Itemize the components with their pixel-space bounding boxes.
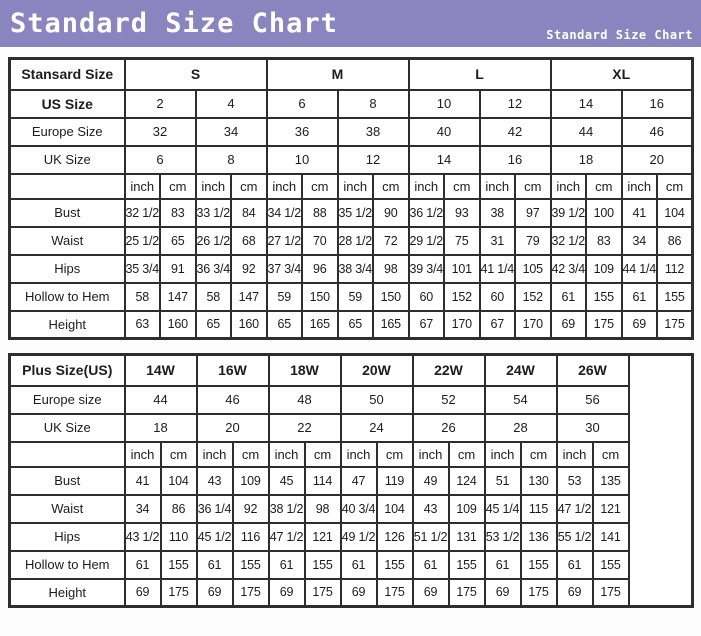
measure-value-cell: 69 [413,579,449,607]
measure-value-cell: 45 [269,467,305,495]
size-group-header: M [267,59,409,90]
measure-value-cell: 36 1/2 [409,199,445,227]
table-row [10,442,693,467]
measure-value-cell: 150 [302,283,338,311]
measure-value-cell: 59 [338,283,374,311]
size-value-cell: 32 [125,118,196,146]
measure-value-cell: 175 [161,579,197,607]
measure-value-cell: 63 [125,311,161,339]
unit-cm-cell: cm [373,174,409,199]
measure-value-cell: 160 [160,311,196,339]
plus-tbody [10,355,693,607]
unit-cm-cell: cm [233,442,269,467]
unit-inch-cell: inch [413,442,449,467]
measure-value-cell: 69 [551,311,587,339]
table-row [10,118,693,146]
measure-value-cell: 61 [125,551,161,579]
measure-value-cell: 43 1/2 [125,523,161,551]
measure-value-cell: 104 [377,495,413,523]
measure-value-cell: 61 [557,551,593,579]
measure-value-cell: 45 1/4 [485,495,521,523]
measure-value-cell: 47 1/2 [269,523,305,551]
unit-cm-cell: cm [231,174,267,199]
unit-inch-cell: inch [551,174,587,199]
measure-value-cell: 88 [302,199,338,227]
measure-value-cell: 58 [196,283,232,311]
measure-value-cell: 101 [444,255,480,283]
size-group-header: 16W [197,355,269,386]
measure-value-cell: 114 [305,467,341,495]
measure-value-cell: 98 [305,495,341,523]
measure-value-cell: 58 [125,283,161,311]
table-row [10,414,693,442]
unit-row-corner [10,174,125,199]
size-value-cell: 28 [485,414,557,442]
unit-cm-cell: cm [302,174,338,199]
measure-value-cell: 104 [161,467,197,495]
measure-value-cell: 49 1/2 [341,523,377,551]
size-value-cell: 20 [197,414,269,442]
size-value-cell: 38 [338,118,409,146]
measure-value-cell: 53 1/2 [485,523,521,551]
row-label: UK Size [10,414,125,442]
size-group-header: 24W [485,355,557,386]
unit-inch-cell: inch [338,174,374,199]
measure-value-cell: 49 [413,467,449,495]
measure-value-cell: 147 [231,283,267,311]
size-value-cell: 14 [551,90,622,118]
measure-value-cell: 105 [515,255,551,283]
plus-size-table [8,353,694,608]
measure-value-cell: 141 [593,523,629,551]
measure-value-cell: 69 [125,579,161,607]
measure-value-cell: 39 1/2 [551,199,587,227]
measure-value-cell: 69 [557,579,593,607]
measure-value-cell: 35 1/2 [338,199,374,227]
measure-value-cell: 121 [305,523,341,551]
measure-value-cell: 155 [377,551,413,579]
measure-value-cell: 79 [515,227,551,255]
measure-value-cell: 175 [449,579,485,607]
unit-cm-cell: cm [444,174,480,199]
size-value-cell: 46 [622,118,693,146]
measure-value-cell: 155 [593,551,629,579]
size-group-header: L [409,59,551,90]
row-label: Height [10,311,125,339]
measure-value-cell: 83 [586,227,622,255]
unit-inch-cell: inch [267,174,303,199]
corner-label: Stansard Size [10,59,125,90]
table-row [10,283,693,311]
measure-value-cell: 37 3/4 [267,255,303,283]
measure-value-cell: 27 1/2 [267,227,303,255]
page-subtitle: Standard Size Chart [546,28,693,42]
measure-value-cell: 155 [657,283,693,311]
measure-value-cell: 112 [657,255,693,283]
standard-size-table [8,57,694,340]
measure-value-cell: 136 [521,523,557,551]
measure-value-cell: 155 [161,551,197,579]
measure-value-cell: 43 [413,495,449,523]
measure-value-cell: 61 [413,551,449,579]
measure-value-cell: 98 [373,255,409,283]
empty-trailing-cell [629,355,693,607]
table-row [10,467,693,495]
measure-value-cell: 175 [657,311,693,339]
table-row [10,311,693,339]
measure-value-cell: 33 1/2 [196,199,232,227]
measure-value-cell: 51 1/2 [413,523,449,551]
size-value-cell: 16 [622,90,693,118]
measure-value-cell: 124 [449,467,485,495]
measure-value-cell: 61 [551,283,587,311]
row-label: Europe size [10,386,125,414]
measure-value-cell: 109 [449,495,485,523]
measure-value-cell: 67 [409,311,445,339]
measure-value-cell: 150 [373,283,409,311]
row-label: Europe Size [10,118,125,146]
measure-value-cell: 121 [593,495,629,523]
measure-value-cell: 75 [444,227,480,255]
measure-value-cell: 91 [160,255,196,283]
measure-value-cell: 36 1/4 [197,495,233,523]
table-row [10,174,693,199]
measure-value-cell: 155 [449,551,485,579]
measure-value-cell: 61 [197,551,233,579]
measure-value-cell: 69 [197,579,233,607]
measure-value-cell: 155 [233,551,269,579]
row-label: UK Size [10,146,125,174]
measure-value-cell: 152 [444,283,480,311]
measure-value-cell: 175 [593,579,629,607]
measure-value-cell: 115 [521,495,557,523]
measure-value-cell: 55 1/2 [557,523,593,551]
measure-value-cell: 61 [341,551,377,579]
size-value-cell: 10 [409,90,480,118]
measure-value-cell: 60 [480,283,516,311]
measure-value-cell: 165 [373,311,409,339]
measure-value-cell: 170 [444,311,480,339]
unit-row-corner [10,442,125,467]
measure-value-cell: 109 [586,255,622,283]
size-value-cell: 52 [413,386,485,414]
size-value-cell: 6 [267,90,338,118]
measure-value-cell: 175 [521,579,557,607]
header-bar [0,0,701,47]
measure-value-cell: 38 [480,199,516,227]
row-label: Bust [10,467,125,495]
unit-cm-cell: cm [515,174,551,199]
measure-value-cell: 39 3/4 [409,255,445,283]
unit-inch-cell: inch [125,174,161,199]
unit-inch-cell: inch [557,442,593,467]
measure-value-cell: 131 [449,523,485,551]
unit-inch-cell: inch [409,174,445,199]
size-group-header: 18W [269,355,341,386]
size-value-cell: 34 [196,118,267,146]
size-value-cell: 8 [338,90,409,118]
page-title: Standard Size Chart [10,8,338,39]
measure-value-cell: 44 1/4 [622,255,658,283]
measure-value-cell: 83 [160,199,196,227]
measure-value-cell: 34 [125,495,161,523]
measure-value-cell: 45 1/2 [197,523,233,551]
measure-value-cell: 86 [657,227,693,255]
unit-cm-cell: cm [586,174,622,199]
size-value-cell: 18 [551,146,622,174]
size-value-cell: 22 [269,414,341,442]
measure-value-cell: 34 1/2 [267,199,303,227]
measure-value-cell: 67 [480,311,516,339]
measure-value-cell: 90 [373,199,409,227]
measure-value-cell: 135 [593,467,629,495]
size-value-cell: 56 [557,386,629,414]
unit-inch-cell: inch [485,442,521,467]
size-value-cell: 44 [551,118,622,146]
measure-value-cell: 155 [586,283,622,311]
row-label: Waist [10,227,125,255]
table-row [10,551,693,579]
measure-value-cell: 41 1/4 [480,255,516,283]
unit-inch-cell: inch [197,442,233,467]
measure-value-cell: 26 1/2 [196,227,232,255]
measure-value-cell: 31 [480,227,516,255]
row-label: Hips [10,523,125,551]
measure-value-cell: 29 1/2 [409,227,445,255]
measure-value-cell: 65 [160,227,196,255]
measure-value-cell: 65 [338,311,374,339]
table-row [10,255,693,283]
size-value-cell: 10 [267,146,338,174]
measure-value-cell: 60 [409,283,445,311]
measure-value-cell: 104 [657,199,693,227]
measure-value-cell: 126 [377,523,413,551]
measure-value-cell: 69 [269,579,305,607]
size-value-cell: 30 [557,414,629,442]
size-value-cell: 2 [125,90,196,118]
table-row [10,355,693,386]
size-group-header: 20W [341,355,413,386]
measure-value-cell: 59 [267,283,303,311]
unit-cm-cell: cm [161,442,197,467]
measure-value-cell: 92 [231,255,267,283]
measure-value-cell: 25 1/2 [125,227,161,255]
size-group-header: 22W [413,355,485,386]
row-label: US Size [10,90,125,118]
size-value-cell: 40 [409,118,480,146]
measure-value-cell: 69 [622,311,658,339]
measure-value-cell: 65 [196,311,232,339]
measure-value-cell: 170 [515,311,551,339]
size-value-cell: 36 [267,118,338,146]
row-label: Hollow to Hem [10,551,125,579]
measure-value-cell: 32 1/2 [551,227,587,255]
measure-value-cell: 65 [267,311,303,339]
measure-value-cell: 61 [622,283,658,311]
measure-value-cell: 28 1/2 [338,227,374,255]
unit-cm-cell: cm [449,442,485,467]
table-row [10,495,693,523]
measure-value-cell: 155 [521,551,557,579]
measure-value-cell: 175 [233,579,269,607]
measure-value-cell: 53 [557,467,593,495]
row-label: Hips [10,255,125,283]
size-value-cell: 48 [269,386,341,414]
size-value-cell: 24 [341,414,413,442]
measure-value-cell: 92 [233,495,269,523]
unit-cm-cell: cm [521,442,557,467]
measure-value-cell: 175 [305,579,341,607]
measure-value-cell: 155 [305,551,341,579]
measure-value-cell: 160 [231,311,267,339]
table-row [10,199,693,227]
measure-value-cell: 38 3/4 [338,255,374,283]
size-value-cell: 54 [485,386,557,414]
measure-value-cell: 175 [586,311,622,339]
table-row [10,59,693,90]
measure-value-cell: 47 [341,467,377,495]
size-group-header: 14W [125,355,197,386]
size-value-cell: 42 [480,118,551,146]
size-value-cell: 46 [197,386,269,414]
unit-inch-cell: inch [341,442,377,467]
size-value-cell: 14 [409,146,480,174]
size-value-cell: 20 [622,146,693,174]
measure-value-cell: 100 [586,199,622,227]
measure-value-cell: 41 [125,467,161,495]
measure-value-cell: 84 [231,199,267,227]
unit-inch-cell: inch [125,442,161,467]
standard-tbody [10,59,693,339]
measure-value-cell: 47 1/2 [557,495,593,523]
measure-value-cell: 32 1/2 [125,199,161,227]
unit-cm-cell: cm [593,442,629,467]
table-row [10,386,693,414]
size-value-cell: 8 [196,146,267,174]
unit-cm-cell: cm [160,174,196,199]
size-value-cell: 44 [125,386,197,414]
unit-cm-cell: cm [305,442,341,467]
measure-value-cell: 109 [233,467,269,495]
unit-inch-cell: inch [196,174,232,199]
row-label: Hollow to Hem [10,283,125,311]
measure-value-cell: 51 [485,467,521,495]
table-row [10,227,693,255]
measure-value-cell: 152 [515,283,551,311]
row-label: Height [10,579,125,607]
measure-value-cell: 61 [485,551,521,579]
measure-value-cell: 86 [161,495,197,523]
measure-value-cell: 40 3/4 [341,495,377,523]
size-value-cell: 18 [125,414,197,442]
unit-cm-cell: cm [657,174,693,199]
row-label: Waist [10,495,125,523]
table-row [10,523,693,551]
measure-value-cell: 42 3/4 [551,255,587,283]
measure-value-cell: 116 [233,523,269,551]
measure-value-cell: 38 1/2 [269,495,305,523]
measure-value-cell: 130 [521,467,557,495]
measure-value-cell: 119 [377,467,413,495]
size-group-header: S [125,59,267,90]
size-value-cell: 4 [196,90,267,118]
measure-value-cell: 93 [444,199,480,227]
size-value-cell: 16 [480,146,551,174]
measure-value-cell: 69 [341,579,377,607]
measure-value-cell: 61 [269,551,305,579]
measure-value-cell: 35 3/4 [125,255,161,283]
corner-label: Plus Size(US) [10,355,125,386]
measure-value-cell: 69 [485,579,521,607]
unit-cm-cell: cm [377,442,413,467]
measure-value-cell: 36 3/4 [196,255,232,283]
row-label: Bust [10,199,125,227]
size-value-cell: 26 [413,414,485,442]
measure-value-cell: 96 [302,255,338,283]
measure-value-cell: 165 [302,311,338,339]
measure-value-cell: 97 [515,199,551,227]
table-row [10,90,693,118]
unit-inch-cell: inch [622,174,658,199]
size-value-cell: 6 [125,146,196,174]
table-row [10,579,693,607]
unit-inch-cell: inch [269,442,305,467]
size-value-cell: 12 [480,90,551,118]
measure-value-cell: 41 [622,199,658,227]
table-row [10,146,693,174]
measure-value-cell: 34 [622,227,658,255]
size-group-header: 26W [557,355,629,386]
measure-value-cell: 68 [231,227,267,255]
size-value-cell: 50 [341,386,413,414]
measure-value-cell: 175 [377,579,413,607]
measure-value-cell: 43 [197,467,233,495]
measure-value-cell: 110 [161,523,197,551]
measure-value-cell: 147 [160,283,196,311]
size-value-cell: 12 [338,146,409,174]
measure-value-cell: 72 [373,227,409,255]
size-group-header: XL [551,59,693,90]
unit-inch-cell: inch [480,174,516,199]
measure-value-cell: 70 [302,227,338,255]
